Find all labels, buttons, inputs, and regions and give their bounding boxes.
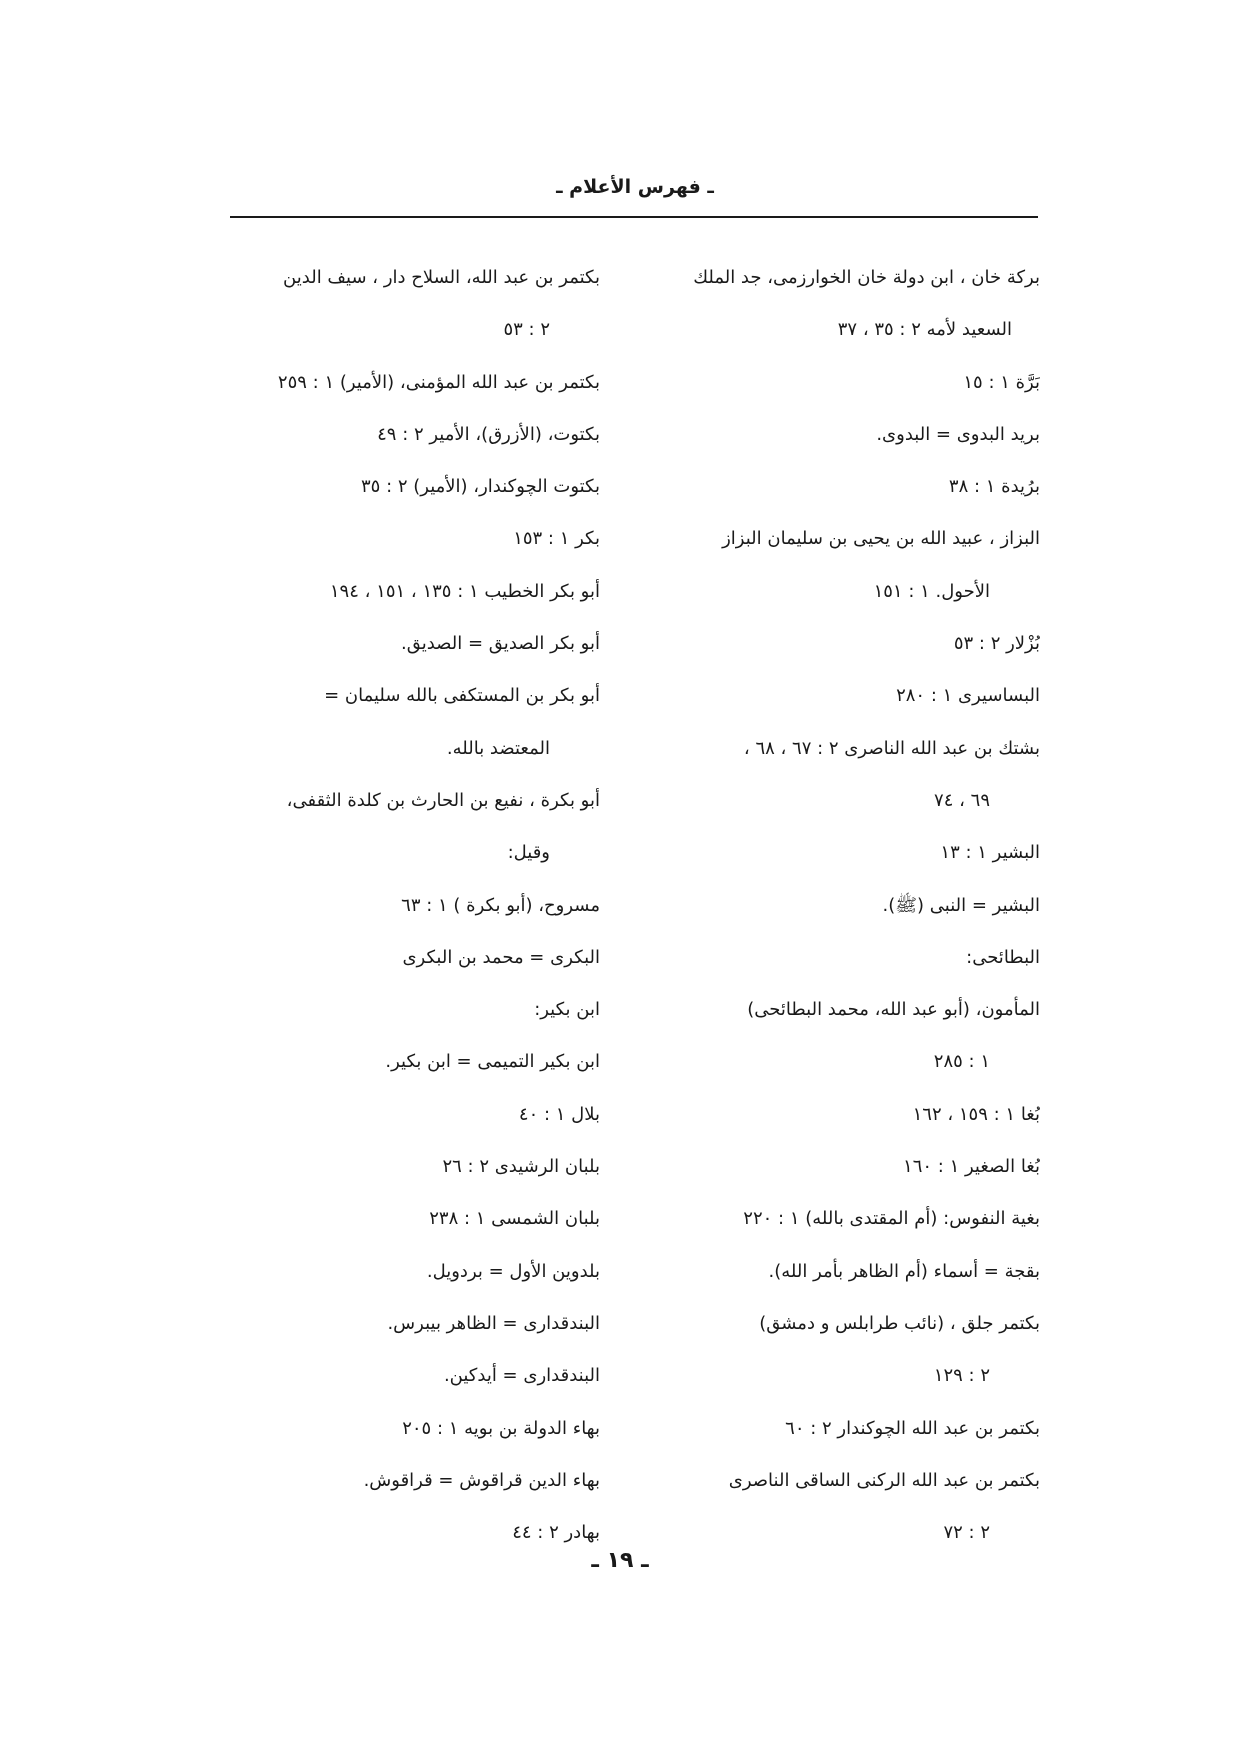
index-entry: بكتمر بن عبد الله الچوكندار ٢ : ٦٠ <box>785 1417 1040 1439</box>
index-entry: البزاز ، عبيد الله بن يحيى بن سليمان البزاز <box>722 528 1040 550</box>
index-entry: البشير = النبى (ﷺ). <box>882 894 1040 916</box>
index-entry: ابن بكير التميمى = ابن بكير. <box>385 1051 600 1073</box>
index-entry: بركة خان ، ابن دولة خان الخوارزمى، جد الملك <box>693 267 1040 288</box>
index-entry: البندقدارى = أيدكين. <box>443 1365 600 1387</box>
page-number: ـ ١٩ ـ <box>591 1548 649 1573</box>
index-entry: بقجة = أسماء (أم الظاهر بأمر الله). <box>768 1260 1040 1282</box>
index-entry: مسروح، (أبو بكرة ) ١ : ٦٣ <box>401 894 600 916</box>
index-entry: بُغا الصغير ١ : ١٦٠ <box>903 1156 1040 1178</box>
index-entry-continuation: السعيد لأمه ٢ : ٣٥ ، ٣٧ <box>837 319 1012 341</box>
index-entry: بُزْلار ٢ : ٥٣ <box>953 633 1040 655</box>
index-entry-continuation: المعتضد بالله. <box>446 737 550 759</box>
left-column <box>200 252 600 1559</box>
index-entry: أبو بكر بن المستكفى بالله سليمان = <box>324 685 600 707</box>
index-entry: البطائحى: <box>966 946 1040 968</box>
index-entry: بشتك بن عبد الله الناصرى ٢ : ٦٧ ، ٦٨ ، <box>743 737 1040 759</box>
index-entry: بكتوت، (الأزرق)، الأمير ٢ : ٤٩ <box>377 423 600 445</box>
index-entry: بهادر ٢ : ٤٤ <box>512 1522 600 1544</box>
index-entry: بريد البدوى = البدوى. <box>876 423 1040 445</box>
index-entry: البندقدارى = الظاهر بيبرس. <box>387 1312 600 1334</box>
index-entry: أبو بكر الخطيب ١ : ١٣٥ ، ١٥١ ، ١٩٤ <box>329 580 600 602</box>
index-entry: برُيدة ١ : ٣٨ <box>948 476 1040 498</box>
index-entry: بغية النفوس: (أم المقتدى بالله) ١ : ٢٢٠ <box>743 1208 1040 1230</box>
index-entry: بكتمر بن عبد الله، السلاح دار ، سيف الدين <box>283 267 600 288</box>
index-entry: البكرى = محمد بن البكرى <box>402 946 600 968</box>
index-entry-continuation: ٦٩ ، ٧٤ <box>934 789 990 811</box>
index-entry-continuation: الأحول. ١ : ١٥١ <box>873 580 990 602</box>
index-entry: بَرَّة ١ : ١٥ <box>963 371 1040 393</box>
index-entry: بهاء الدين قراقوش = قراقوش. <box>363 1469 600 1491</box>
index-entry: بلال ١ : ٤٠ <box>518 1103 600 1125</box>
index-entry: ابن بكير: <box>534 999 600 1021</box>
index-entry: بكتمر بن عبد الله المؤمنى، (الأمير) ١ : ٢٥٩ <box>277 371 600 393</box>
index-entry-continuation: ٢ : ١٢٩ <box>933 1365 990 1387</box>
index-entry-continuation: ١ : ٢٨٥ <box>933 1051 990 1073</box>
index-entry: بلبان الرشيدى ٢ : ٢٦ <box>442 1156 600 1178</box>
index-entry-continuation: ٢ : ٧٢ <box>943 1522 990 1544</box>
index-entry: بلدوين الأول = بردويل. <box>426 1260 600 1282</box>
index-entry: أبو بكر الصديق = الصديق. <box>400 633 600 655</box>
index-entry: بكر ١ : ١٥٣ <box>513 528 600 550</box>
index-entry: بهاء الدولة بن بويه ١ : ٢٠٥ <box>402 1417 600 1439</box>
right-column <box>640 252 1040 1559</box>
index-entry: بُغا ١ : ١٥٩ ، ١٦٢ <box>912 1103 1040 1125</box>
index-entry-continuation: وقيل: <box>507 842 550 864</box>
index-entry: أبو بكرة ، نفيع بن الحارث بن كلدة الثقفى، <box>286 789 600 811</box>
index-entry: بكتمر جلق ، (نائب طرابلس و دمشق) <box>759 1312 1040 1334</box>
index-entry: البشير ١ : ١٣ <box>940 842 1040 864</box>
index-entry: بلبان الشمسى ١ : ٢٣٨ <box>429 1208 600 1230</box>
index-entry: بكتوت الچوكندار، (الأمير) ٢ : ٣٥ <box>361 476 600 498</box>
index-entry-continuation: ٢ : ٥٣ <box>503 319 550 341</box>
index-entry: البساسيرى ١ : ٢٨٠ <box>896 685 1040 707</box>
running-header: ـ فهرس الأعلام ـ <box>556 176 714 198</box>
index-entry: بكتمر بن عبد الله الركنى الساقى الناصرى <box>728 1469 1040 1491</box>
header-rule <box>230 216 1038 218</box>
index-entry: المأمون، (أبو عبد الله، محمد البطائحى) <box>747 999 1040 1021</box>
